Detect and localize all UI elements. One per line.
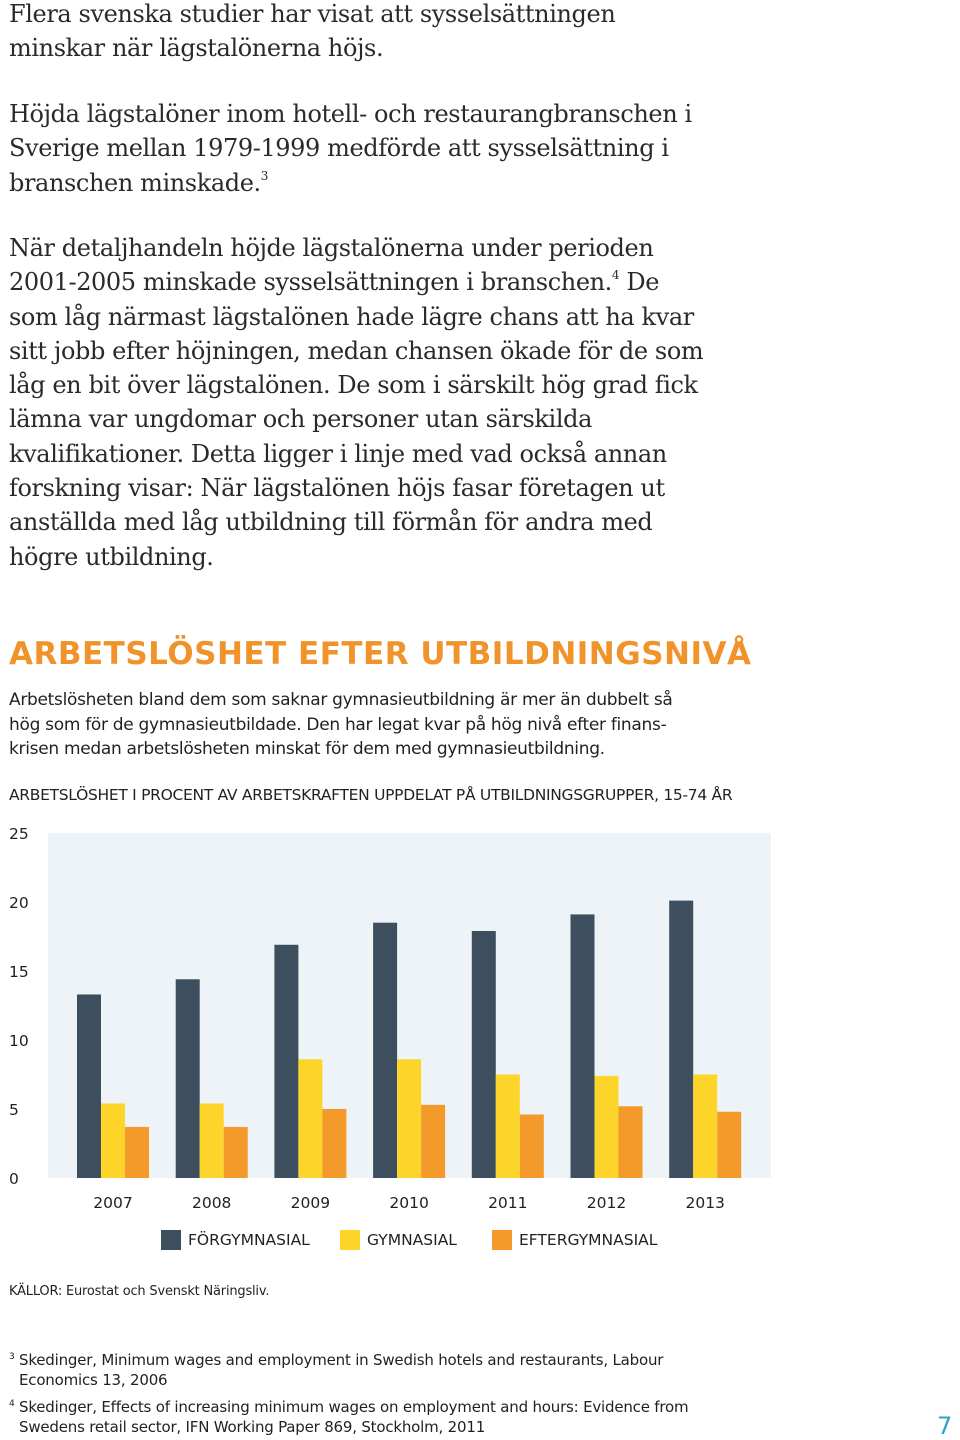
y-axis xyxy=(9,825,29,1188)
bar-gymnasial-2009 xyxy=(298,1059,322,1178)
paragraph-3-text-b: De som låg närmast lägstalönen hade lägre chans att ha kvar sitt jobb efter höjningen, medan chansen ökade för de som låg en bit över lägstalönen. De som i särskilt hög grad fick lämna var ungdomar och personer utan särskilda kvalifikationer. Detta ligger i linje med vad också annan forskning visar: När lägstalönen höjs fasar företagen ut anställda med låg utbildning till förmån för andra med högre utbildning. xyxy=(9,268,704,571)
bar-eftergymnasial-2007 xyxy=(125,1127,149,1178)
y-tick-label: 20 xyxy=(9,894,29,912)
bar-chart xyxy=(0,810,960,1220)
x-tick-label: 2008 xyxy=(191,1194,232,1212)
x-axis xyxy=(93,1194,725,1212)
paragraph-2-text: Höjda lägstalöner inom hotell- och restaurangbranschen i Sverige mellan 1979-1999 medförde att sysselsättning i branschen minskade. xyxy=(9,100,692,197)
chart-title: ARBETSLÖSHET I PROCENT AV ARBETSKRAFTEN UPPDELAT PÅ UTBILDNINGSGRUPPER, 15-74 ÅR xyxy=(9,786,733,804)
bar-förgymnasial-2008 xyxy=(176,979,200,1178)
legend-swatch-eftergymnasial xyxy=(492,1230,512,1250)
bar-eftergymnasial-2010 xyxy=(421,1105,445,1178)
chart-source: KÄLLOR: Eurostat och Svenskt Näringsliv. xyxy=(9,1284,270,1299)
y-tick-label: 15 xyxy=(9,963,29,981)
bar-gymnasial-2010 xyxy=(397,1059,421,1178)
x-tick-label: 2012 xyxy=(586,1194,627,1212)
bar-gymnasial-2011 xyxy=(496,1075,520,1179)
bar-gymnasial-2007 xyxy=(101,1103,125,1178)
page-number: 7 xyxy=(937,1412,953,1440)
footnote-4 xyxy=(9,1397,699,1437)
bar-förgymnasial-2011 xyxy=(472,931,496,1178)
bar-gymnasial-2013 xyxy=(693,1075,717,1179)
legend-swatch-gymnasial xyxy=(340,1230,360,1250)
paragraph-3 xyxy=(9,231,709,574)
footnote-text: Skedinger, Minimum wages and employment in Swedish hotels and restaurants, Labour Economics 13, 2006 xyxy=(19,1351,664,1389)
y-tick-label: 0 xyxy=(9,1170,19,1188)
y-tick-label: 5 xyxy=(9,1101,19,1119)
y-tick-label: 25 xyxy=(9,825,29,843)
y-tick-label: 10 xyxy=(9,1032,29,1050)
footnote-text: Skedinger, Effects of increasing minimum wages on employment and hours: Evidence from Swedens retail sector, IFN Working Paper 869, Stockholm, 2011 xyxy=(19,1398,689,1436)
bar-förgymnasial-2013 xyxy=(669,901,693,1178)
bar-eftergymnasial-2011 xyxy=(520,1115,544,1178)
paragraph-3-text-a: När detaljhandeln höjde lägstalönerna under perioden 2001-2005 minskade sysselsättningen i branschen. xyxy=(9,234,654,297)
bar-gymnasial-2008 xyxy=(200,1103,224,1178)
bar-eftergymnasial-2013 xyxy=(717,1112,741,1178)
paragraph-2 xyxy=(9,97,709,200)
footnote-number: 3 xyxy=(9,1352,15,1362)
bar-gymnasial-2012 xyxy=(595,1076,619,1178)
bar-förgymnasial-2012 xyxy=(571,914,595,1178)
legend-swatch-forgymnasial xyxy=(161,1230,181,1250)
section-intro: Arbetslösheten bland dem som saknar gymnasieutbildning är mer än dubbelt så hög som för de gymnasieutbildade. Den har legat kvar på hög nivå efter finanskrisen medan arbetslösheten minskat för dem med gymnasieutbildning. xyxy=(9,690,673,759)
paragraph-1: Flera svenska studier har visat att sysselsättningen minskar när lägstalönerna höjs. xyxy=(9,0,616,63)
legend-label-gymnasial: GYMNASIAL xyxy=(367,1231,457,1249)
x-tick-label: 2011 xyxy=(488,1194,528,1212)
legend-label-eftergymnasial: EFTERGYMNASIAL xyxy=(519,1231,658,1249)
x-tick-label: 2007 xyxy=(93,1194,133,1212)
footnote-number: 4 xyxy=(9,1399,15,1409)
section-title: ARBETSLÖSHET EFTER UTBILDNINGSNIVÅ xyxy=(9,636,752,672)
x-tick-label: 2010 xyxy=(389,1194,429,1212)
bar-eftergymnasial-2008 xyxy=(224,1127,248,1178)
footnote-ref-3[interactable]: 3 xyxy=(260,168,269,183)
x-tick-label: 2009 xyxy=(290,1194,331,1212)
bar-eftergymnasial-2012 xyxy=(619,1106,643,1178)
footnote-3 xyxy=(9,1350,699,1390)
footnote-ref-4[interactable]: 4 xyxy=(611,268,620,283)
bar-förgymnasial-2010 xyxy=(373,923,397,1178)
bar-eftergymnasial-2009 xyxy=(322,1109,346,1178)
legend-label-forgymnasial: FÖRGYMNASIAL xyxy=(188,1231,310,1249)
bar-förgymnasial-2009 xyxy=(274,945,298,1178)
bar-förgymnasial-2007 xyxy=(77,994,101,1178)
x-tick-label: 2013 xyxy=(685,1194,725,1212)
